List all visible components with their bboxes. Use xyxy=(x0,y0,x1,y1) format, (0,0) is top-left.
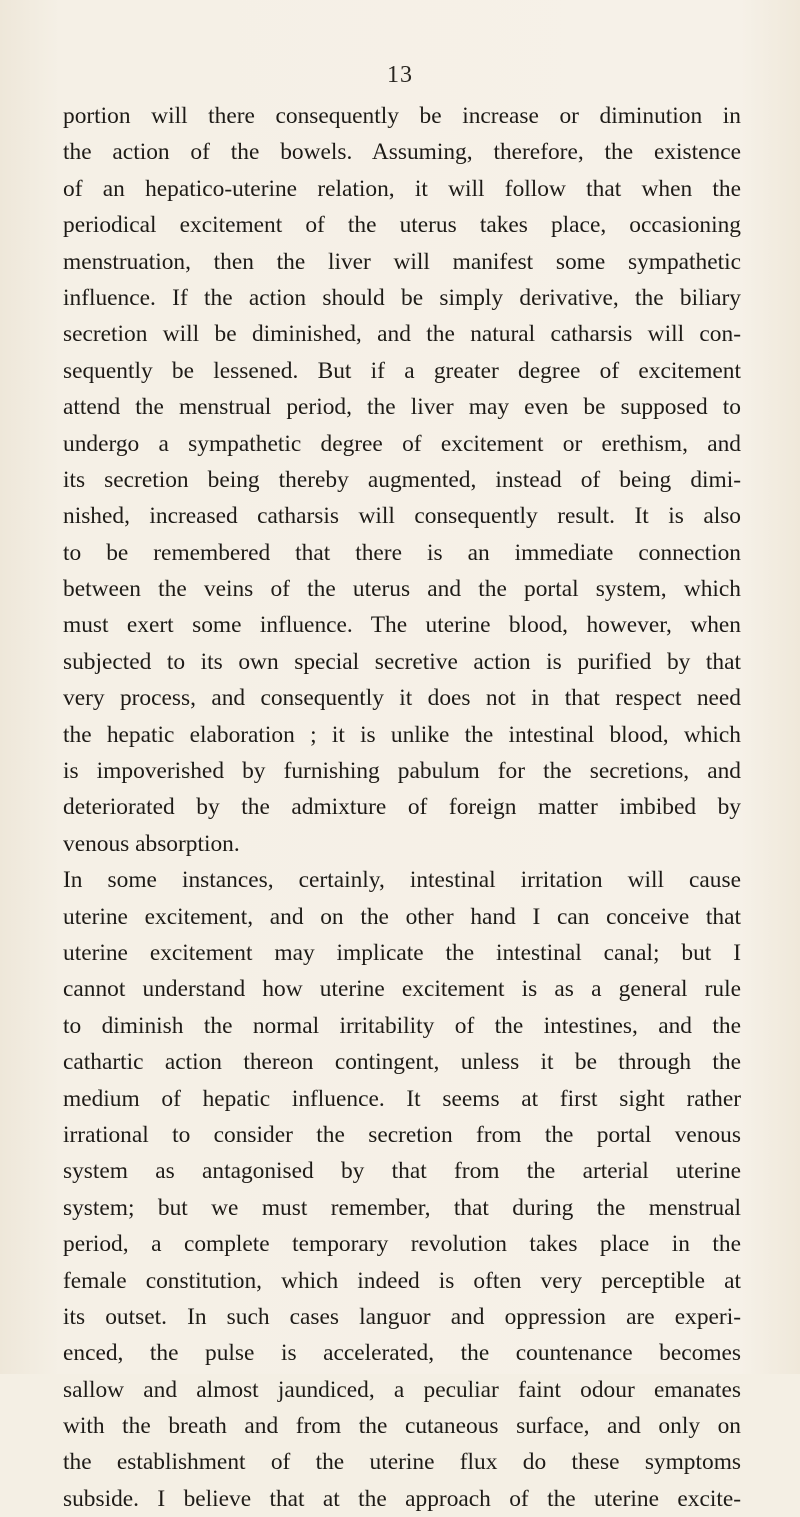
text-line-5: menstruation, then the liver will manifest some sympathetic xyxy=(63,248,741,275)
text-line-27: cathartic action thereon contingent, unless it be through the xyxy=(63,1049,741,1076)
text-line-9: attend the menstrual period, the liver may even be supposed to xyxy=(63,394,741,421)
page-number: 13 xyxy=(387,62,413,88)
text-line-3: of an hepatico-uterine relation, it will follow that when the xyxy=(63,175,741,202)
text-line-8: sequently be lessened. But if a greater degree of excitement xyxy=(63,357,741,384)
text-line-12: nished, increased catharsis will consequently result. It is also xyxy=(63,503,741,530)
text-line-18: the hepatic elaboration ; it is unlike the intestinal blood, which xyxy=(63,721,741,748)
text-line-1: portion will there consequently be increase or diminution in xyxy=(63,103,741,129)
text-line-19: is impoverished by furnishing pabulum for the secretions, and xyxy=(63,758,741,785)
body-text xyxy=(63,98,741,1517)
text-line-32: period, a complete temporary revolution takes place in the xyxy=(63,1231,741,1258)
text-line-17: very process, and consequently it does not in that respect need xyxy=(63,685,741,712)
text-line-25: cannot understand how uterine excitement is as a general rule xyxy=(63,976,741,1003)
text-line-33: female constitution, which indeed is often very perceptible at xyxy=(63,1267,741,1294)
text-line-21: venous absorption. xyxy=(63,830,240,857)
text-line-24: uterine excitement may implicate the intestinal canal; but I xyxy=(63,939,741,966)
text-line-31: system; but we must remember, that during the menstrual xyxy=(63,1194,741,1221)
text-line-11: its secretion being thereby augmented, instead of being dimi- xyxy=(63,466,741,493)
text-line-15: must exert some influence. The uterine blood, however, when xyxy=(63,612,741,639)
text-line-28: medium of hepatic influence. It seems at first sight rather xyxy=(63,1085,741,1112)
text-line-29: irrational to consider the secretion from the portal venous xyxy=(63,1121,741,1148)
text-line-37: with the breath and from the cutaneous surface, and only on xyxy=(63,1413,741,1440)
text-line-6: influence. If the action should be simply derivative, the biliary xyxy=(63,284,741,311)
text-line-38: the establishment of the uterine flux do these symptoms xyxy=(63,1449,741,1476)
text-line-22: In some instances, certainly, intestinal irritation will cause xyxy=(63,867,741,894)
text-line-16: subjected to its own special secretive action is purified by that xyxy=(63,648,741,675)
text-line-36: sallow and almost jaundiced, a peculiar faint odour emanates xyxy=(63,1376,741,1403)
text-line-13: to be remembered that there is an immediate connection xyxy=(63,539,741,566)
text-line-23: uterine excitement, and on the other hand I can conceive that xyxy=(63,903,741,930)
text-line-20: deteriorated by the admixture of foreign matter imbibed by xyxy=(63,794,741,821)
text-line-10: undergo a sympathetic degree of excitement or erethism, and xyxy=(63,430,741,457)
text-line-7: secretion will be diminished, and the natural catharsis will con- xyxy=(63,321,741,348)
text-line-30: system as antagonised by that from the arterial uterine xyxy=(63,1158,741,1185)
text-line-39: subside. I believe that at the approach of the uterine excite- xyxy=(63,1485,741,1512)
text-line-35: enced, the pulse is accelerated, the countenance becomes xyxy=(63,1340,741,1367)
text-line-2: the action of the bowels. Assuming, therefore, the existence xyxy=(63,139,741,166)
text-line-4: periodical excitement of the uterus takes place, occasioning xyxy=(63,212,741,239)
text-line-34: its outset. In such cases languor and oppression are experi- xyxy=(63,1303,741,1330)
text-line-14: between the veins of the uterus and the portal system, which xyxy=(63,576,741,603)
text-line-26: to diminish the normal irritability of the intestines, and the xyxy=(63,1012,741,1039)
